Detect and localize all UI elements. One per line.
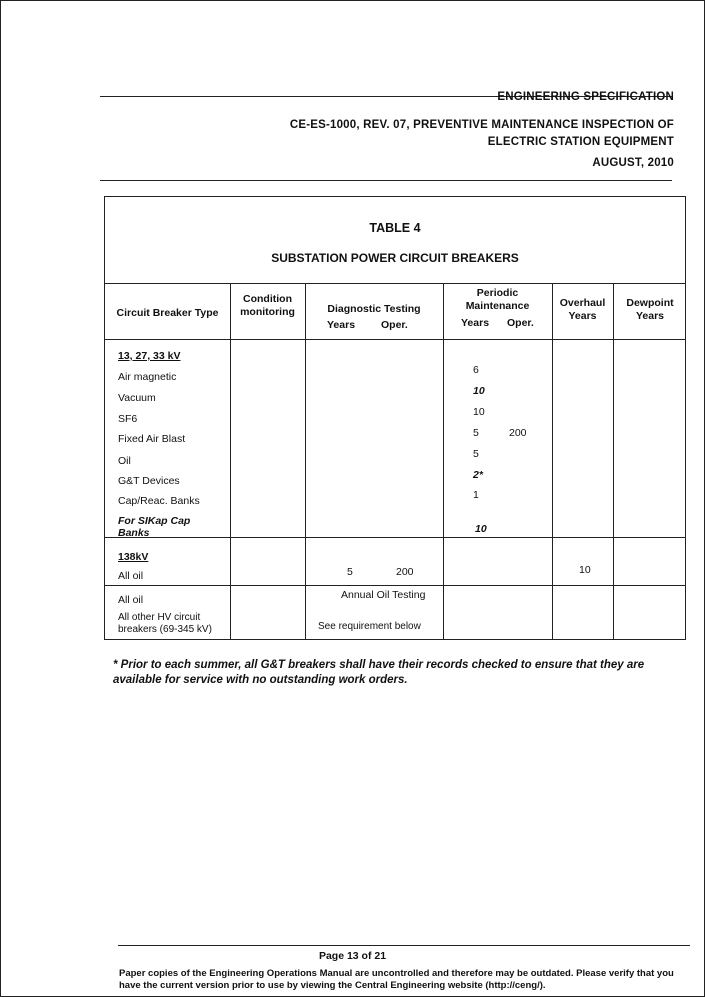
column-divider	[443, 283, 444, 639]
col-header-condition-line1: Condition	[243, 293, 292, 305]
row-type-line1: For SIKap Cap	[118, 515, 191, 527]
spec-number: CE-ES-1000, REV. 07, PREVENTIVE MAINTENANCE INSPECTION OF	[289, 119, 674, 131]
col-header-diag-years: Years	[327, 319, 356, 331]
col-header-periodic	[443, 287, 552, 313]
group-heading-distribution: 13, 27, 33 kV	[118, 350, 181, 362]
row-type: All oil	[118, 594, 144, 606]
spec-date: AUGUST, 2010	[592, 157, 674, 169]
row-diag-note: See requirement below	[318, 621, 421, 632]
row-type: Oil	[118, 455, 131, 467]
row-per-years: 10	[473, 406, 485, 418]
col-header-condition-line2: monitoring	[240, 306, 295, 318]
row-per-years: 10	[475, 523, 487, 535]
row-overhaul-years: 10	[579, 564, 591, 576]
disclaimer: Paper copies of the Engineering Operations Manual are uncontrolled and therefore may be outdated. Please verify that you have the current version prior to use by viewing the Central Engineering website (http://ceng/).	[119, 968, 674, 991]
row-diag-note: Annual Oil Testing	[341, 589, 426, 601]
page-number: Page 13 of 21	[318, 950, 387, 962]
column-divider	[552, 283, 553, 639]
col-header-dewpoint-line2: Years	[635, 310, 665, 322]
row-per-years: 5	[473, 427, 479, 439]
col-header-dewpoint-line1: Dewpoint	[626, 297, 674, 309]
col-header-periodic-line1: Periodic	[476, 287, 519, 299]
row-type	[118, 515, 190, 539]
row-type-line2: Banks	[118, 527, 150, 539]
table-title: TABLE 4	[369, 221, 421, 235]
row-per-years: 5	[473, 448, 479, 460]
col-header-type: Circuit Breaker Type	[116, 307, 219, 319]
row-diag-oper: 200	[396, 566, 414, 578]
table-divider	[105, 339, 685, 340]
header-bottom-rule	[100, 180, 672, 181]
column-divider	[613, 283, 614, 639]
col-header-overhaul	[552, 297, 613, 323]
row-type: SF6	[118, 413, 138, 425]
col-header-dewpoint	[613, 297, 687, 323]
col-header-diag-oper: Oper.	[381, 319, 408, 331]
row-type	[118, 612, 212, 636]
row-type: Vacuum	[118, 392, 156, 404]
spec-subject: ELECTRIC STATION EQUIPMENT	[487, 136, 674, 148]
row-type: Air magnetic	[118, 371, 177, 383]
col-header-diagnostic: Diagnostic Testing	[327, 303, 421, 315]
col-header-overhaul-line2: Years	[568, 310, 597, 322]
col-header-per-years: Years	[461, 317, 490, 329]
row-type-line2: breakers (69-345 kV)	[118, 624, 212, 635]
row-type-line1: All other HV circuit	[118, 612, 201, 623]
spec-title: ENGINEERING SPECIFICATION	[497, 91, 674, 103]
row-per-years: 6	[473, 364, 479, 376]
row-per-years: 10	[473, 385, 485, 397]
column-divider	[305, 283, 306, 639]
row-per-years: 1	[473, 489, 479, 501]
col-header-condition	[230, 293, 305, 319]
table-divider	[105, 585, 685, 586]
col-header-overhaul-line1: Overhaul	[559, 297, 606, 309]
row-type: Fixed Air Blast	[118, 433, 186, 445]
footer-rule	[118, 945, 690, 946]
row-per-oper: 200	[509, 427, 527, 439]
group-heading-138kv: 138kV	[118, 551, 149, 563]
breaker-table	[104, 196, 686, 640]
column-divider	[230, 283, 231, 639]
row-type: G&T Devices	[118, 475, 180, 487]
row-per-years: 2*	[473, 469, 483, 481]
col-header-periodic-line2: Maintenance	[465, 300, 530, 312]
footnote: * Prior to each summer, all G&T breakers shall have their records checked to ensure that they are available for service with no outstanding work orders.	[113, 659, 645, 686]
table-divider	[105, 537, 685, 538]
row-diag-years: 5	[347, 566, 353, 578]
row-type: All oil	[118, 570, 144, 582]
table-divider	[105, 283, 685, 284]
table-subtitle: SUBSTATION POWER CIRCUIT BREAKERS	[271, 251, 519, 265]
col-header-per-oper: Oper.	[507, 317, 534, 329]
row-type: Cap/Reac. Banks	[118, 495, 200, 507]
